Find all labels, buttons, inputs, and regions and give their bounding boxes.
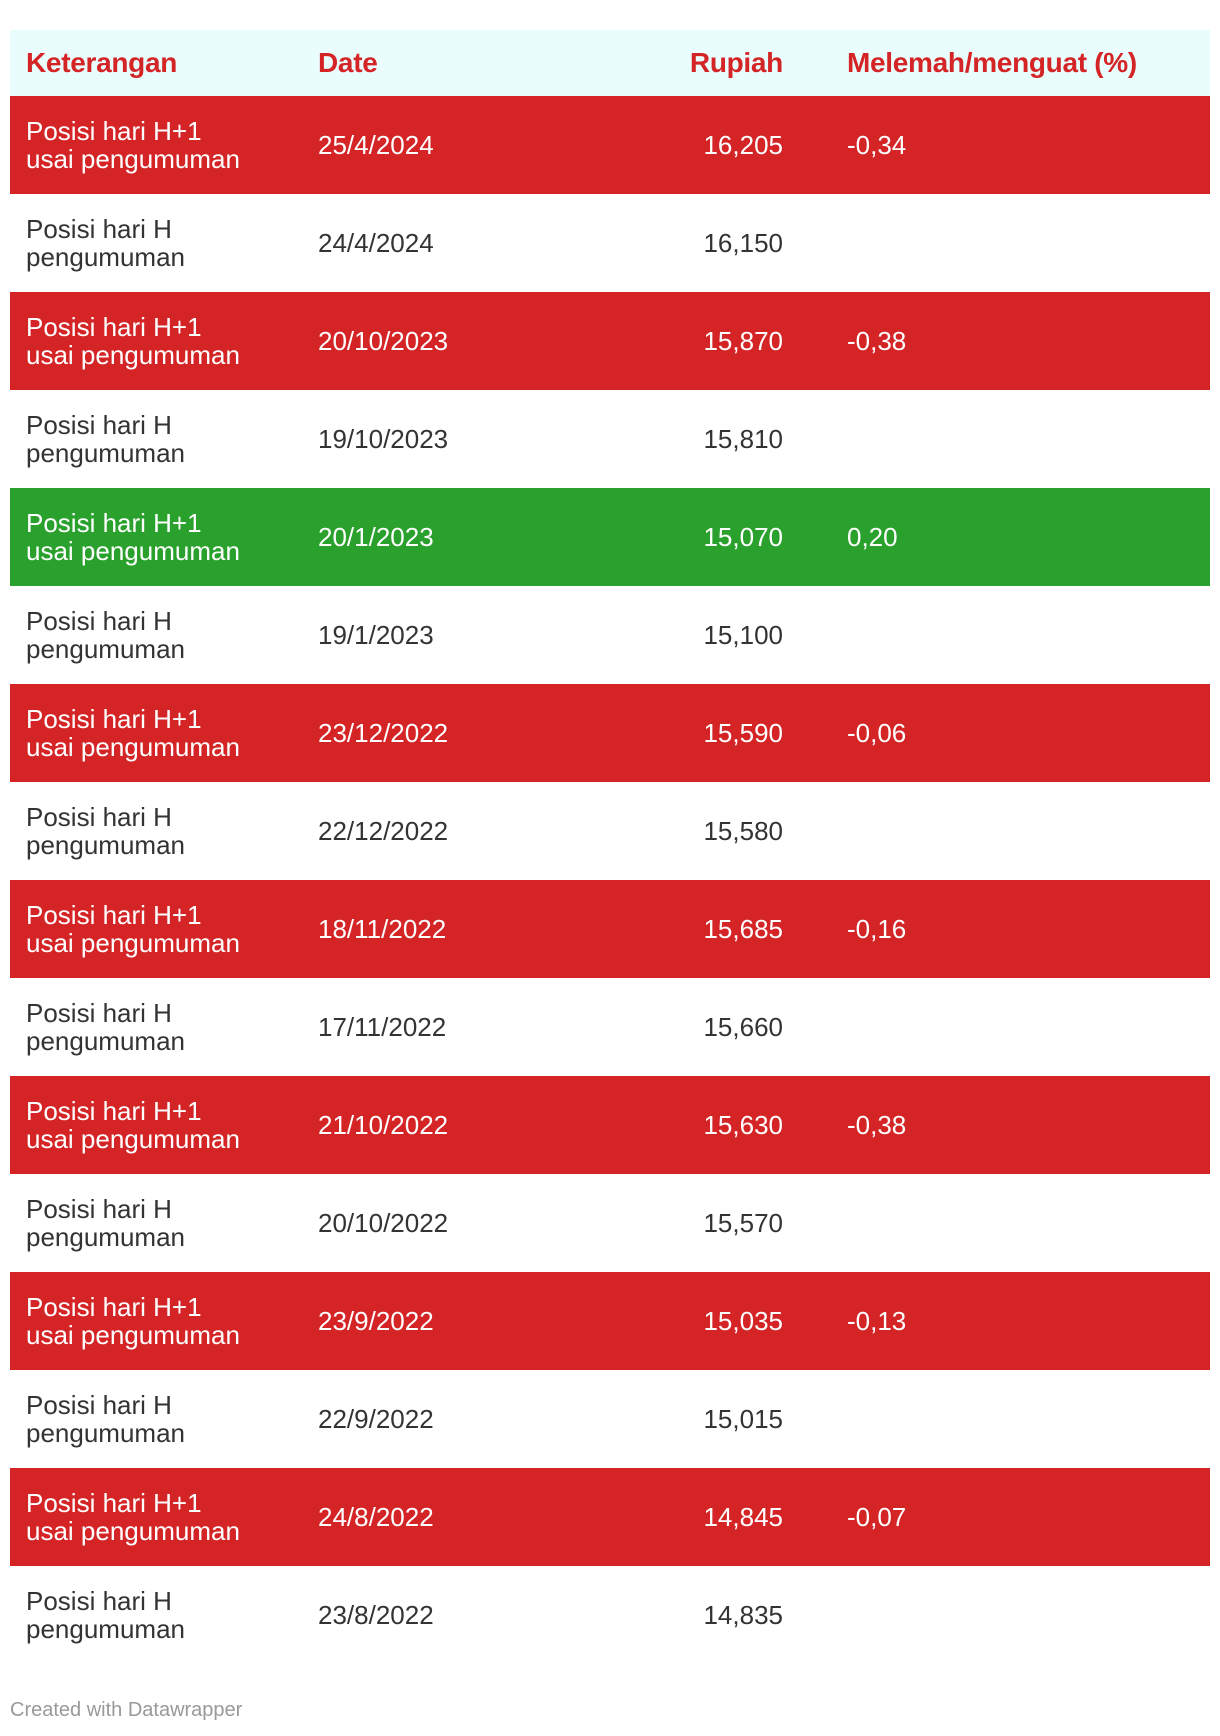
- cell-change: 0,20: [847, 522, 898, 552]
- cell-date: 20/10/2023: [318, 326, 449, 356]
- cell-keterangan: Posisi hari H pengumuman: [26, 1390, 185, 1448]
- table-row: [10, 1566, 1210, 1664]
- cell-rupiah: 15,015: [703, 1404, 783, 1434]
- table-row: [10, 1468, 1210, 1566]
- cell-date: 21/10/2022: [318, 1110, 449, 1140]
- table-row: [10, 194, 1210, 292]
- table-row: [10, 1272, 1210, 1370]
- table-row: [10, 1174, 1210, 1272]
- cell-rupiah: 16,150: [703, 228, 783, 258]
- table-row: [10, 488, 1210, 586]
- cell-keterangan: Posisi hari H+1 usai pengumuman: [26, 1096, 240, 1154]
- cell-change: -0,38: [847, 1110, 907, 1140]
- cell-rupiah: 15,810: [703, 424, 783, 454]
- cell-date: 23/8/2022: [318, 1600, 434, 1630]
- cell-rupiah: 15,630: [703, 1110, 783, 1140]
- header-change: Melemah/menguat (%): [847, 47, 1137, 78]
- header-keterangan: Keterangan: [26, 47, 178, 78]
- cell-keterangan: Posisi hari H pengumuman: [26, 214, 185, 272]
- cell-rupiah: 15,570: [703, 1208, 783, 1238]
- cell-change: -0,16: [847, 914, 907, 944]
- table-row: [10, 684, 1210, 782]
- cell-date: 23/9/2022: [318, 1306, 434, 1336]
- cell-rupiah: 16,205: [703, 130, 783, 160]
- cell-date: 25/4/2024: [318, 130, 434, 160]
- cell-rupiah: 15,870: [703, 326, 783, 356]
- cell-date: 22/12/2022: [318, 816, 449, 846]
- cell-date: 18/11/2022: [318, 914, 447, 944]
- table-row: [10, 96, 1210, 194]
- cell-change: -0,38: [847, 326, 907, 356]
- footer-credit: Created with Datawrapper: [10, 1699, 243, 1721]
- cell-change: -0,13: [847, 1306, 907, 1336]
- cell-keterangan: Posisi hari H+1 usai pengumuman: [26, 508, 240, 566]
- cell-date: 24/4/2024: [318, 228, 434, 258]
- cell-rupiah: 15,580: [703, 816, 783, 846]
- cell-keterangan: Posisi hari H pengumuman: [26, 1586, 185, 1644]
- cell-keterangan: Posisi hari H pengumuman: [26, 998, 185, 1056]
- cell-keterangan: Posisi hari H pengumuman: [26, 802, 185, 860]
- table-row: [10, 390, 1210, 488]
- table-body: [10, 96, 1210, 1664]
- cell-rupiah: 15,035: [703, 1306, 783, 1336]
- cell-keterangan: Posisi hari H pengumuman: [26, 1194, 185, 1252]
- cell-keterangan: Posisi hari H+1 usai pengumuman: [26, 312, 240, 370]
- cell-keterangan: Posisi hari H+1 usai pengumuman: [26, 900, 240, 958]
- cell-keterangan: Posisi hari H+1 usai pengumuman: [26, 1488, 240, 1546]
- cell-rupiah: 15,070: [703, 522, 783, 552]
- cell-rupiah: 15,685: [703, 914, 783, 944]
- cell-rupiah: 14,835: [703, 1600, 783, 1630]
- table-row: [10, 978, 1210, 1076]
- cell-rupiah: 14,845: [703, 1502, 783, 1532]
- cell-keterangan: Posisi hari H pengumuman: [26, 606, 185, 664]
- table-row: [10, 586, 1210, 684]
- cell-keterangan: Posisi hari H+1 usai pengumuman: [26, 704, 240, 762]
- cell-date: 17/11/2022: [318, 1012, 447, 1042]
- table-row: [10, 1370, 1210, 1468]
- cell-rupiah: 15,100: [703, 620, 783, 650]
- table-row: [10, 880, 1210, 978]
- cell-rupiah: 15,590: [703, 718, 783, 748]
- cell-date: 24/8/2022: [318, 1502, 434, 1532]
- table-row: [10, 1076, 1210, 1174]
- header-rupiah: Rupiah: [689, 47, 783, 78]
- cell-date: 22/9/2022: [318, 1404, 434, 1434]
- cell-change: -0,07: [847, 1502, 907, 1532]
- cell-date: 19/10/2023: [318, 424, 449, 454]
- cell-date: 20/10/2022: [318, 1208, 449, 1238]
- cell-rupiah: 15,660: [703, 1012, 783, 1042]
- table-row: [10, 782, 1210, 880]
- header-date: Date: [318, 47, 378, 78]
- cell-date: 23/12/2022: [318, 718, 449, 748]
- cell-keterangan: Posisi hari H pengumuman: [26, 410, 185, 468]
- cell-keterangan: Posisi hari H+1 usai pengumuman: [26, 1292, 240, 1350]
- cell-date: 19/1/2023: [318, 620, 434, 650]
- cell-keterangan: Posisi hari H+1 usai pengumuman: [26, 116, 240, 174]
- cell-change: -0,06: [847, 718, 907, 748]
- cell-change: -0,34: [847, 130, 907, 160]
- table-row: [10, 292, 1210, 390]
- cell-date: 20/1/2023: [318, 522, 434, 552]
- table-header: [10, 30, 1210, 96]
- data-table: [10, 30, 1210, 1664]
